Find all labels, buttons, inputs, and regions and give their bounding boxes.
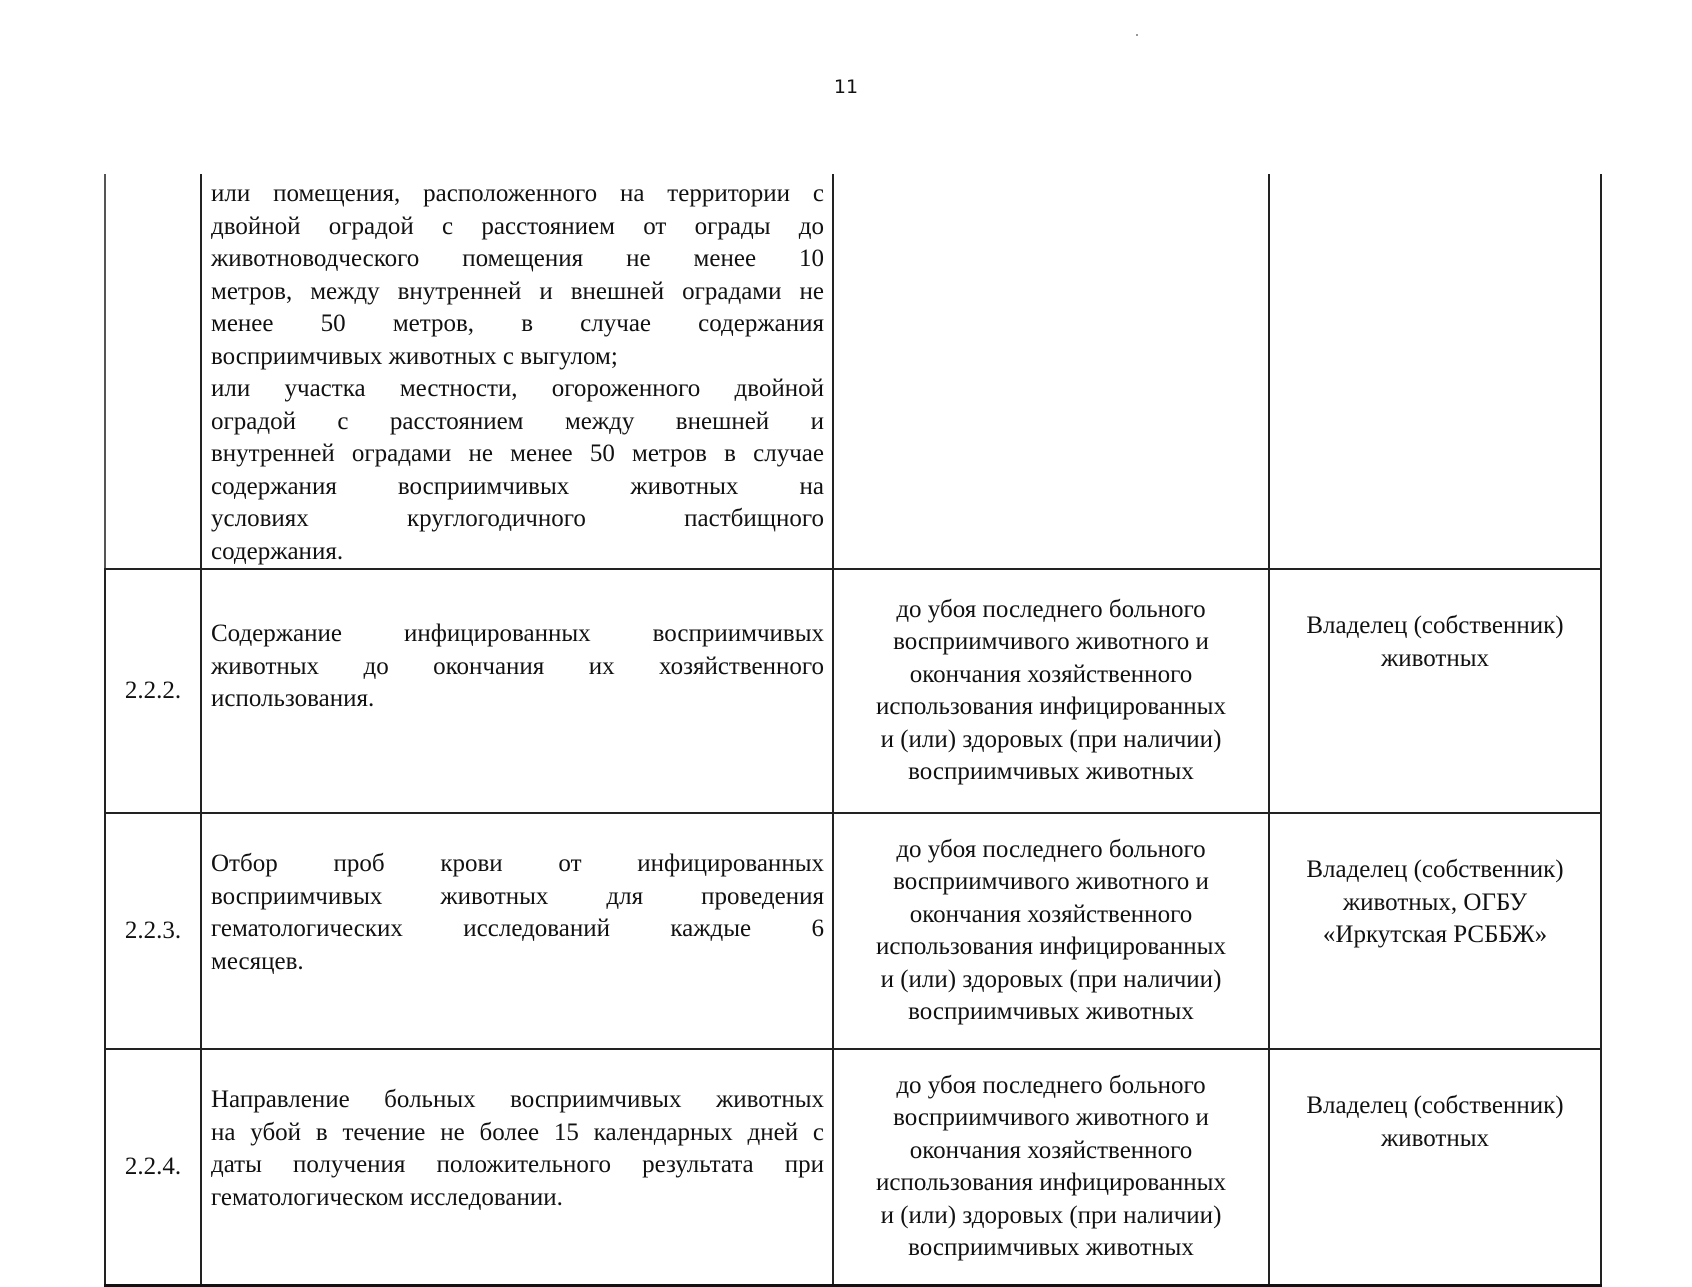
cell-responsible [1269,174,1601,569]
cell-term [833,174,1269,569]
term-text: до убоя последнего больного восприимчивого животного и окончания хозяйственного использования инфицированных и (или) здоровых (при наличии) восприимчивых животных [876,595,1226,785]
description-line: двойной оградой с расстоянием от ограды до [211,212,824,240]
description-line: месяцев. [211,947,304,975]
term-text: до убоя последнего больного восприимчивого животного и окончания хозяйственного использования инфицированных и (или) здоровых (при наличии) восприимчивых животных [876,835,1226,1025]
cell-number: 2.2.2. [105,569,201,813]
cell-description [201,569,833,813]
cell-description [201,813,833,1049]
description-line: содержания. [211,537,344,565]
description-line: даты получения положительного результата при [211,1151,824,1178]
table-row [105,813,1601,1049]
cell-responsible [1269,1049,1601,1286]
table-row-continuation [105,174,1601,569]
measures-table [104,174,1602,1287]
description-line: менее 50 метров, в случае содержания [211,310,824,337]
cell-term [833,1049,1269,1286]
description-line: содержания восприимчивых животных на [211,472,824,500]
cell-term [833,813,1269,1049]
description-line: на убой в течение не более 15 календарных дней с [211,1118,824,1146]
responsible-text: Владелец (собственник) животных [1306,1092,1564,1152]
table-row [105,1049,1601,1286]
term-text: до убоя последнего больного восприимчивого животного и окончания хозяйственного использования инфицированных и (или) здоровых (при наличии) восприимчивых животных [876,1071,1226,1261]
description-line: внутренней оградами не менее 50 метров в случае [211,440,824,467]
cell-number: 2.2.4. [105,1049,201,1286]
description-line: метров, между внутренней и внешней оградами не [211,277,824,305]
description-line: восприимчивых животных для проведения [211,882,824,910]
description-line: Отбор проб крови от инфицированных [211,850,824,877]
description-line: оградой с расстоянием между внешней и [211,407,824,435]
description-line: или участка местности, огороженного двойной [211,375,824,402]
cell-responsible [1269,813,1601,1049]
description-line: условиях круглогодичного пастбищного [211,505,824,532]
description-line: животноводческого помещения не менее 10 [211,245,824,272]
table-row [105,569,1601,813]
description-line: гематологических исследований каждые 6 [211,915,824,942]
responsible-text: Владелец (собственник) животных, ОГБУ «Иркутская РСББЖ» [1306,856,1564,948]
description-line: Направление больных восприимчивых животных [211,1086,824,1113]
scan-artifact-dot [1136,34,1138,36]
cell-term [833,569,1269,813]
description-line: животных до окончания их хозяйственного [211,652,824,680]
description-line: или помещения, расположенного на территории с [211,180,824,207]
cell-number: 2.2.3. [105,813,201,1049]
description-line: гематологическом исследовании. [211,1183,563,1211]
description-line: использования. [211,685,375,712]
cell-description [201,174,833,569]
cell-number [105,174,201,569]
page-number: 11 [833,76,859,98]
description-line: Содержание инфицированных восприимчивых [211,620,824,647]
responsible-text: Владелец (собственник) животных [1306,612,1564,672]
cell-description [201,1049,833,1286]
cell-responsible [1269,569,1601,813]
description-line: восприимчивых животных с выгулом; [211,342,618,370]
